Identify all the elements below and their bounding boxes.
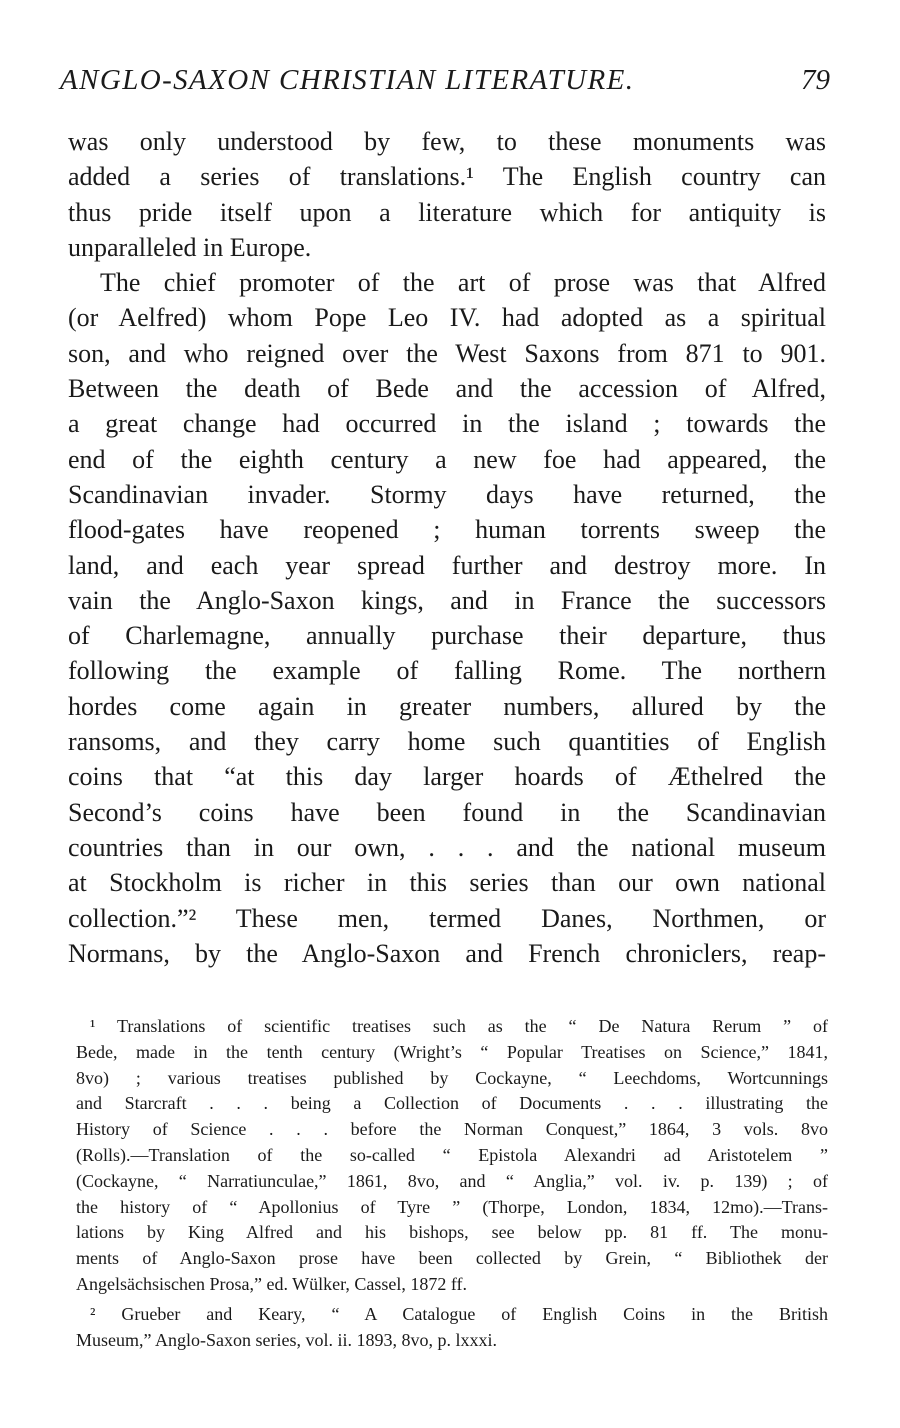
body-line: was only understood by few, to these monuments was: [68, 127, 826, 156]
footnote-line: lations by King Alfred and his bishops, see below pp. 81 ff. The monu-: [76, 1222, 828, 1243]
body-line: end of the eighth century a new foe had appeared, the: [68, 444, 826, 474]
body-line: coins that “at this day larger hoards of Æthelred the: [68, 762, 826, 792]
body-line: countries than in our own, . . . and the national museum: [68, 832, 826, 862]
footnote-line: ments of Anglo-Saxon prose have been collected by Grein, “ Bibliothek der: [76, 1248, 828, 1269]
footnote-line: (Rolls).—Translation of the so-called “ Epistola Alexandri ad Aristotelem ”: [76, 1144, 828, 1165]
footnote-line: 8vo) ; various treatises published by Cockayne, “ Leechdoms, Wortcunnings: [76, 1067, 828, 1088]
body-line: Scandinavian invader. Stormy days have returned, the: [68, 479, 826, 509]
footnote-line: and Starcraft . . . being a Collection of Documents . . . illustrating the: [76, 1093, 828, 1114]
footnote-line: Bede, made in the tenth century (Wright’s “ Popular Treatises on Science,” 1841,: [76, 1041, 828, 1062]
running-head-title: ANGLO-SAXON CHRISTIAN LITERATURE.: [60, 64, 635, 96]
footnote-2: [76, 1302, 828, 1354]
body-line: a great change had occurred in the island ; towards the: [68, 409, 826, 439]
body-line: Between the death of Bede and the accession of Alfred,: [68, 374, 826, 404]
body-line: land, and each year spread further and destroy more. In: [68, 550, 826, 580]
body-line: added a series of translations.¹ The English country can: [68, 162, 826, 192]
body-line: Second’s coins have been found in the Scandinavian: [68, 797, 826, 827]
body-line: (or Aelfred) whom Pope Leo IV. had adopted as a spiritual: [68, 303, 826, 333]
body-line: The chief promoter of the art of prose was that Alfred: [100, 268, 826, 298]
footnote-line: History of Science . . . before the Norman Conquest,” 1864, 3 vols. 8vo: [76, 1119, 828, 1140]
running-head: [60, 60, 830, 100]
footnote-line: ² Grueber and Keary, “ A Catalogue of English Coins in the British: [90, 1303, 828, 1324]
body-line: ransoms, and they carry home such quantities of English: [68, 727, 826, 757]
body-line: son, and who reigned over the West Saxons from 871 to 901.: [68, 338, 826, 368]
footnote-1: [76, 1014, 828, 1298]
footnote-line: ¹ Translations of scientific treatises such as the “ De Natura Rerum ” of: [90, 1016, 828, 1036]
body-line: of Charlemagne, annually purchase their departure, thus: [68, 621, 826, 651]
footnote-line: Museum,” Anglo-Saxon series, vol. ii. 1893, 8vo, p. lxxxi.: [76, 1329, 497, 1350]
body-line: flood-gates have reopened ; human torrents sweep the: [68, 515, 826, 545]
footnote-line: Angelsächsischen Prosa,” ed. Wülker, Cassel, 1872 ff.: [76, 1273, 468, 1294]
body-line: Normans, by the Anglo-Saxon and French chroniclers, reap-: [68, 938, 826, 968]
body-line: hordes come again in greater numbers, allured by the: [68, 691, 826, 721]
body-text: [68, 124, 826, 971]
footnotes: [76, 1014, 828, 1353]
page-number: 79: [801, 64, 830, 96]
body-line: thus pride itself upon a literature which for antiquity is: [68, 197, 826, 227]
footnote-line: the history of “ Apollonius of Tyre ” (Thorpe, London, 1834, 12mo).—Trans-: [76, 1196, 828, 1217]
body-line: vain the Anglo-Saxon kings, and in France the successors: [68, 585, 826, 615]
body-line: following the example of falling Rome. The northern: [68, 656, 826, 686]
footnote-line: (Cockayne, “ Narratiunculae,” 1861, 8vo, and “ Anglia,” vol. iv. p. 139) ; of: [76, 1170, 828, 1191]
body-line: at Stockholm is richer in this series than our own national: [68, 868, 826, 898]
body-line: unparalleled in Europe.: [68, 232, 312, 262]
body-line: collection.”² These men, termed Danes, Northmen, or: [68, 903, 826, 933]
